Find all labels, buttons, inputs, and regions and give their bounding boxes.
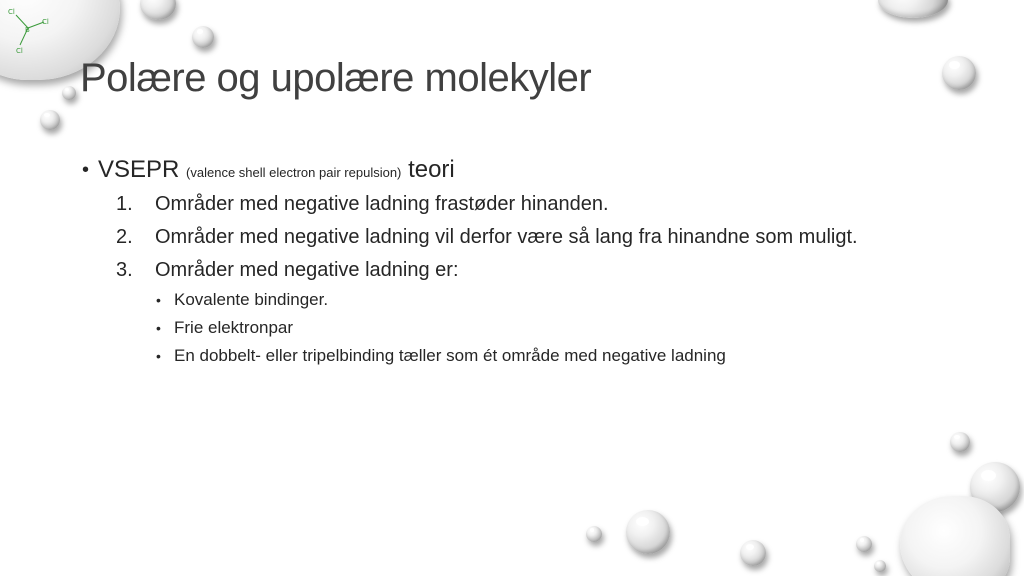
item-number: 1. [116,193,133,215]
vsepr-subtitle: (valence shell electron pair repulsion) [186,165,402,180]
molecule-atom-ligand: Cl [8,8,15,16]
sub-bullet-item [80,342,960,370]
water-drop-decoration [740,540,766,566]
vsepr-label: VSEPR [98,156,180,183]
item-text: Områder med negative ladning frastøder hinanden. [155,193,609,215]
item-number: 2. [116,226,133,248]
bullet-dot-icon: • [156,292,161,308]
molecule-atom-central: B [25,26,30,34]
item-number: 3. [116,259,133,281]
sub-bullet-item [80,286,960,314]
numbered-list [80,191,960,370]
sub-bullet-list [80,286,960,370]
water-drop-decoration [62,86,76,100]
sub-item-text: Kovalente bindinger. [174,290,329,309]
bullet-vsepr [80,154,960,189]
bullet-dot-icon: • [156,348,161,364]
item-text: Områder med negative ladning vil derfor være så lang fra hinandne som muligt. [155,226,858,248]
water-drop-decoration [586,526,602,542]
slide-title: Polære og upolære molekyler [80,56,592,100]
sub-item-text: En dobbelt- eller tripelbinding tæller som ét område med negative ladning [174,346,726,365]
water-drop-decoration [626,510,670,554]
slide-content [80,154,960,376]
water-drop-decoration [900,496,1010,576]
bullet-dot-icon: • [82,159,90,181]
sub-item-text: Frie elektronpar [174,318,294,337]
water-drop-decoration [950,432,970,452]
item-text: Områder med negative ladning er: [155,259,459,281]
numbered-item [80,257,960,370]
molecule-atom-ligand: Cl [16,47,23,55]
sub-bullet-item [80,314,960,342]
numbered-item [80,191,960,218]
water-drop-decoration [40,110,60,130]
molecule-atom-ligand: Cl [42,18,49,26]
water-drop-decoration [874,560,886,572]
water-drop-decoration [140,0,176,20]
molecule-diagram-icon [2,2,62,58]
water-drop-decoration [192,26,214,48]
vsepr-suffix: teori [408,156,455,183]
bullet-dot-icon: • [156,320,161,336]
water-drop-decoration [856,536,872,552]
water-drop-decoration [878,0,948,18]
numbered-item [80,224,960,251]
water-drop-decoration [942,56,976,90]
